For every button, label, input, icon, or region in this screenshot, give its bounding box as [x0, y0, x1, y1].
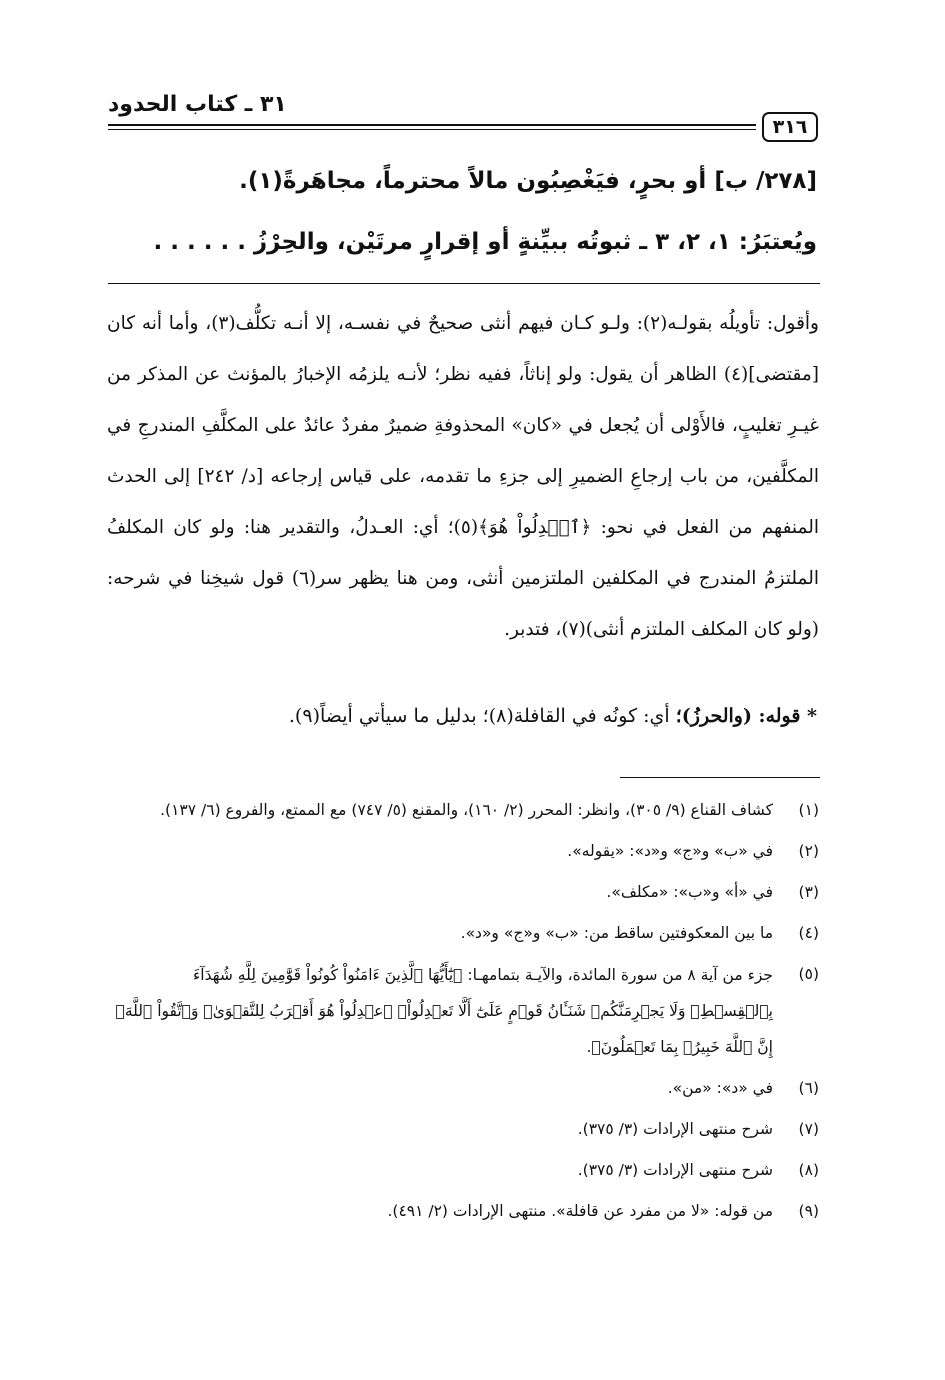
- footnote-item: [107, 1071, 819, 1106]
- chapter-title: ٣١ ـ كتاب الحدود: [108, 92, 287, 117]
- qawluhu-text: أي: كونُه في القافلة(٨)؛ بدليل ما سيأتي أيضاً(٩).: [288, 705, 676, 727]
- commentary-qawluhu: [105, 705, 817, 727]
- footnote-text: في «أ» و«ب»: «مكلف».: [606, 883, 773, 901]
- footnotes-list: [107, 793, 819, 1235]
- matn-divider: [108, 283, 820, 284]
- qawluhu-lead: * قوله: (والحرزُ)؛: [675, 705, 817, 727]
- page-number: ٣١٦: [762, 112, 818, 142]
- footnote-item: [107, 916, 819, 951]
- footnote-number: (٥): [798, 965, 819, 983]
- footnote-number: (١): [798, 801, 819, 819]
- footnote-number: (٤): [798, 924, 819, 942]
- footnote-divider: [620, 777, 820, 778]
- matn-line-2: ويُعتبَرُ: ١، ٢، ٣ ـ ثبوتُه ببيِّنةٍ أو إقرارٍ مرتَيْن، والحِرْزُ . . . . . .: [153, 229, 817, 255]
- footnote-item: [107, 793, 819, 828]
- footnote-number: (٨): [798, 1161, 819, 1179]
- header-rule: [108, 124, 756, 130]
- footnote-number: (٢): [798, 842, 819, 860]
- matn-line-1: [٢٧٨/ ب] أو بحرٍ، فيَغْصِبُون مالاً محترماً، مجاهَرةً(١).: [239, 168, 817, 194]
- footnote-item: [107, 1112, 819, 1147]
- footnote-number: (٦): [798, 1079, 819, 1097]
- footnote-text: في «ب» و«ج» و«د»: «يقوله».: [567, 842, 773, 860]
- commentary-paragraph: وأقول: تأويلُه بقولـه(٢): ولـو كـان فيهم أنثى صحيحٌ في نفسـه، إلا أنـه تكلُّف(٣)، وأما أنه كان [مقتضى](٤) الظاهر أن يقول: ولو إناثاً، ففيه نظر؛ لأنـه يلزمُه الإخبارُ بالمؤنث عن المذكر من غيـرِ تغليبٍ، فالأَوْلى أن يُجعل في «كان» المحذوفةِ ضميرٌ مفردٌ عائدٌ على المكلَّفِ المندرجِ في المكلَّفين، من باب إرجاعِ الضميرِ إلى جزءِ ما تقدمه، على قياس إرجاعه [د/ ٢٤٢] إلى الحدث المنفهم من الفعل في نحو: ﴿ٱعۡدِلُواْ هُوَ﴾(٥)؛ أي: العـدلُ، والتقدير هنا: ولو كان المكلفُ الملتزمُ المندرج في المكلفين الملتزمين أنثى، ومن هنا يظهر سر(٦) قول شيخِنا في شرحه: (ولو كان المكلف الملتزم أنثى)(٧)، فتدبر.: [107, 313, 820, 640]
- commentary-block: [107, 298, 819, 655]
- footnote-text: شرح منتهى الإرادات (٣/ ٣٧٥).: [577, 1161, 773, 1179]
- footnote-item: [107, 1153, 819, 1188]
- footnote-text: كشاف القناع (٩/ ٣٠٥)، وانظر: المحرر (٢/ ١٦٠)، والمقنع (٥/ ٧٤٧) مع الممتع، والفروع (٦/ ١٣٧).: [160, 801, 773, 819]
- footnote-number: (٧): [798, 1120, 819, 1138]
- footnote-text: في «د»: «من».: [667, 1079, 773, 1097]
- footnote-text: جزء من آية ٨ من سورة المائدة، والآيـة بتمامهـا: ﴿يَٰٓأَيُّهَا ٱلَّذِينَ ءَامَنُواْ كُونُواْ قَوَّٰمِينَ لِلَّهِ شُهَدَآءَ بِٱلۡقِسۡطِۖ وَلَا يَجۡرِمَنَّكُمۡ شَنَـَٔانُ قَوۡمٍ عَلَىٰٓ أَلَّا تَعۡدِلُواْۚ ٱعۡدِلُواْ هُوَ أَقۡرَبُ لِلتَّقۡوَىٰۖ وَٱتَّقُواْ ٱللَّهَۚ إِنَّ ٱللَّهَ خَبِيرُۢ بِمَا تَعۡمَلُونَ﴾.: [115, 966, 773, 1056]
- footnote-item: [107, 834, 819, 869]
- footnote-item: [107, 875, 819, 910]
- footnote-item: [107, 1194, 819, 1229]
- footnote-number: (٩): [798, 1202, 819, 1220]
- footnote-text: شرح منتهى الإرادات (٣/ ٣٧٥).: [577, 1120, 773, 1138]
- footnote-item: [107, 957, 819, 1065]
- footnote-number: (٣): [798, 883, 819, 901]
- footnote-text: من قوله: «لا من مفرد عن قافلة». منتهى الإرادات (٢/ ٤٩١).: [387, 1202, 773, 1220]
- page-header: [108, 92, 818, 142]
- footnote-text: ما بين المعكوفتين ساقط من: «ب» و«ج» و«د».: [460, 924, 773, 942]
